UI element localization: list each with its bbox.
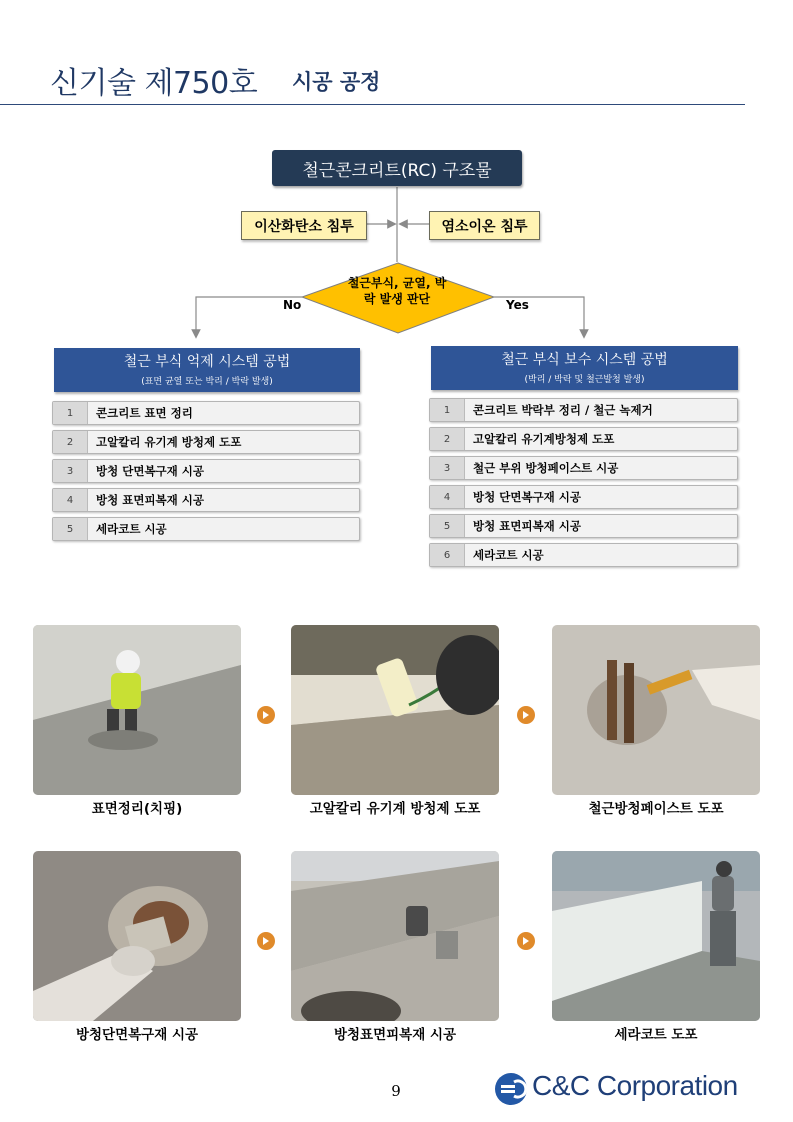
step-text: 철근 부위 방청페이스트 시공 — [473, 461, 619, 475]
arrow-right-icon — [517, 932, 535, 950]
suppression-method-title: 철근 부식 억제 시스템 공법 — [123, 354, 291, 370]
step-text: 세라코트 시공 — [96, 522, 167, 536]
step-number: 2 — [430, 428, 465, 450]
step-text: 방청 표면피복재 시공 — [473, 519, 581, 533]
decision-label: 철근부식, 균열, 박락 발생 판단 — [347, 276, 447, 306]
page-title: 신기술 제750호 — [50, 66, 258, 101]
step-number: 2 — [53, 431, 88, 453]
photo-caption: 표면정리(치핑) — [91, 801, 183, 817]
chloride-penetration-box: 염소이온 침투 — [429, 211, 540, 240]
photo-caption: 철근방청페이스트 도포 — [588, 801, 724, 817]
page-subtitle: 시공 공정 — [292, 70, 381, 94]
repair-method-title: 철근 부식 보수 시스템 공법 — [501, 352, 668, 368]
no-label: No — [283, 298, 302, 312]
left-step — [52, 488, 360, 512]
step-text: 방청 단면복구재 시공 — [473, 490, 581, 504]
step-number: 5 — [53, 518, 88, 540]
step-text: 방청 표면피복재 시공 — [96, 493, 204, 507]
arrow-right-icon — [257, 932, 275, 950]
photo-caption: 세라코트 도포 — [614, 1027, 698, 1043]
step-number: 4 — [53, 489, 88, 511]
photo-section-repair — [33, 851, 241, 1021]
right-step — [429, 427, 738, 451]
repair-method-subtitle: (박리 / 박락 및 철근발청 발생) — [524, 375, 645, 385]
photo-rebar-paste — [552, 625, 760, 795]
left-step — [52, 459, 360, 483]
photo-ceracoat — [552, 851, 760, 1021]
company-name: C&C Corporation — [532, 1070, 738, 1101]
photo-surface-chipping — [33, 625, 241, 795]
photo-caption: 방청단면복구재 시공 — [75, 1027, 199, 1043]
step-number: 4 — [430, 486, 465, 508]
suppression-method-subtitle: (표면 균열 또는 박리 / 박락 발생) — [141, 377, 273, 387]
right-step — [429, 514, 738, 538]
step-text: 콘크리트 박락부 정리 / 철근 녹제거 — [473, 403, 653, 417]
company-logo-icon — [494, 1072, 528, 1106]
right-step — [429, 485, 738, 509]
page-number: 9 — [391, 1082, 401, 1100]
rc-structure-box: 철근콘크리트(RC) 구조물 — [272, 150, 522, 186]
step-text: 콘크리트 표면 정리 — [96, 406, 193, 420]
step-number: 3 — [53, 460, 88, 482]
step-text: 고알칼리 유기계 방청제 도포 — [96, 435, 242, 449]
step-number: 1 — [53, 402, 88, 424]
photo-surface-covering — [291, 851, 499, 1021]
arrow-right-icon — [257, 706, 275, 724]
step-number: 3 — [430, 457, 465, 479]
left-step — [52, 517, 360, 541]
step-number: 6 — [430, 544, 465, 566]
step-text: 고알칼리 유기계방청제 도포 — [473, 432, 615, 446]
step-number: 5 — [430, 515, 465, 537]
left-step — [52, 430, 360, 454]
arrow-right-icon — [517, 706, 535, 724]
step-text: 세라코트 시공 — [473, 548, 544, 562]
step-number: 1 — [430, 399, 465, 421]
yes-label: Yes — [506, 298, 529, 312]
right-step — [429, 398, 738, 422]
co2-penetration-box: 이산화탄소 침투 — [241, 211, 367, 240]
photo-inhibitor-coating — [291, 625, 499, 795]
right-step — [429, 456, 738, 480]
photo-caption: 방청표면피복재 시공 — [333, 1027, 457, 1043]
step-text: 방청 단면복구재 시공 — [96, 464, 204, 478]
suppression-method-header — [54, 348, 360, 392]
right-step — [429, 543, 738, 567]
photo-caption: 고알칼리 유기계 방청제 도포 — [309, 801, 481, 817]
repair-method-header — [431, 346, 738, 390]
left-step — [52, 401, 360, 425]
